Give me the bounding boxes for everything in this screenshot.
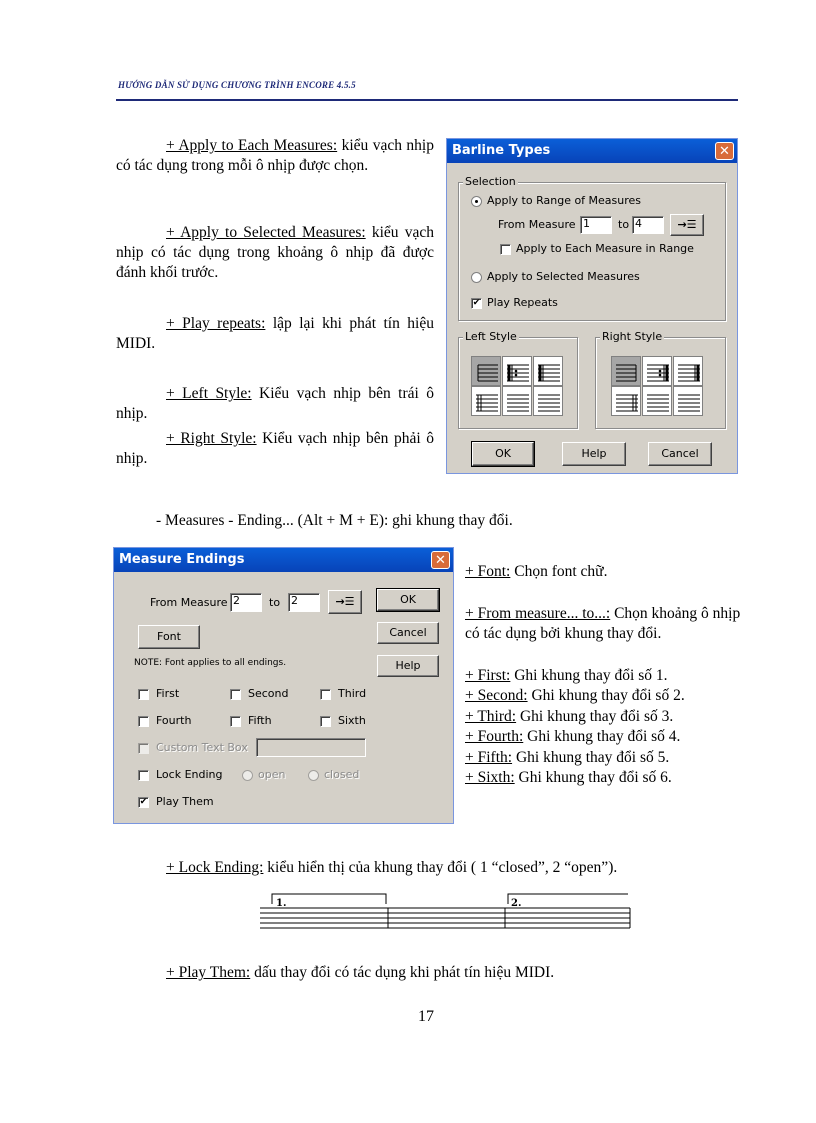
text-play-repeats: lập lại khi phát tín hiệu MIDI. [116,315,434,352]
text-font: Chọn font chữ. [510,563,608,580]
endings-cancel-button[interactable]: Cancel [377,622,439,644]
text-from: Chọn khoảng ô nhịp có tác dụng bởi khung thay đổi. [465,604,741,642]
fifth-label: Fifth [248,714,272,727]
lock-ending-line [166,858,726,878]
closed-radio[interactable] [308,770,319,781]
left-style-repeat[interactable] [502,356,532,386]
apply-range-radio[interactable] [471,196,482,207]
note-second [465,686,745,707]
play-them-line [166,963,726,983]
para-play-repeats [116,314,434,354]
fourth-checkbox[interactable] [138,716,149,727]
lock-ending-checkbox[interactable] [138,770,149,781]
second-label: Second [248,687,289,700]
endings-font-button[interactable]: Font [138,625,200,649]
from-measure-label: From Measure [498,218,576,231]
left-style-thick[interactable] [533,356,563,386]
term-fourth: + Fourth: [465,728,524,745]
ending-bracket-2 [508,894,628,904]
text-second: Ghi khung thay đổi số 2. [527,687,685,704]
barline-types-dialog [446,138,738,474]
ending-1-label: 1. [276,898,287,909]
left-style-double[interactable] [471,386,501,416]
note-fifth [465,748,745,769]
endings-to-input[interactable]: 2 [288,593,320,612]
endings-to-label: to [269,596,281,609]
running-header: HƯỚNG DẪN SỬ DỤNG CHƯƠNG TRÌNH ENCORE 4.5.5 [118,80,356,90]
term-fifth: + Fifth: [465,748,513,766]
ending-bracket-1 [272,894,386,904]
third-checkbox[interactable] [320,689,331,700]
text-apply-selected: kiểu vạch nhịp có tác dụng trong khoảng ô nhịp đã được đánh khối trước. [116,224,434,281]
left-style-label: Left Style [465,330,517,343]
right-style-none[interactable] [642,386,672,416]
note-first [465,666,745,687]
note-sixth [465,768,745,789]
note-third [465,707,745,728]
header-rule [116,99,738,101]
custom-text-input[interactable] [256,738,366,757]
text-third: Ghi khung thay đổi số 3. [516,707,674,725]
text-left-style: Kiểu vạch nhịp bên trái ô nhịp. [116,385,434,422]
third-label: Third [338,687,367,700]
text-fifth: Ghi khung thay đổi số 5. [512,748,670,766]
apply-selected-radio[interactable] [471,272,482,283]
first-checkbox[interactable] [138,689,149,700]
para-left-style [116,384,434,424]
para-right-style [116,429,434,469]
term-lock-ending: + Lock Ending: [166,859,264,876]
note-font [465,562,745,583]
measures-ending-line: - Measures - Ending... (Alt + M + E): ghi khung thay đổi. [156,512,513,529]
first-label: First [156,687,180,700]
endings-note: NOTE: Font applies to all endings. [134,658,287,668]
lock-ending-label: Lock Ending [156,768,223,781]
from-measure-input[interactable]: 1 [580,216,612,234]
term-left-style: + Left Style: [166,385,252,402]
barline-titlebar [447,139,737,163]
left-style-group [458,330,578,429]
endings-from-label: From Measure [150,596,228,609]
selection-label: Selection [465,175,516,188]
right-style-group [595,330,726,429]
fifth-checkbox[interactable] [230,716,241,727]
endings-notes [465,562,745,789]
text-right-style: Kiểu vạch nhịp bên phải ô nhịp. [116,430,434,467]
left-style-none[interactable] [502,386,532,416]
play-repeats-label: Play Repeats [487,296,558,309]
right-style-label: Right Style [602,330,663,343]
play-them-checkbox[interactable]: ✔ [139,797,148,807]
right-style-double[interactable] [611,386,641,416]
term-right-style: + Right Style: [166,430,257,447]
apply-selected-label: Apply to Selected Measures [487,270,640,283]
right-style-end[interactable] [673,386,703,416]
text-fourth: Ghi khung thay đổi số 4. [523,728,681,745]
ending-2-label: 2. [511,898,522,909]
endings-from-input[interactable]: 2 [230,593,262,612]
to-label: to [618,218,630,231]
measure-endings-dialog [113,547,454,824]
term-first: + First: [465,666,511,684]
selection-group [458,175,726,321]
open-label: open [258,768,286,781]
text-sixth: Ghi khung thay đổi số 6. [514,769,672,786]
ending-staff-illustration [258,884,634,946]
left-style-normal[interactable] [471,356,501,386]
para-apply-each [116,136,434,176]
term-play-repeats: + Play repeats: [166,315,266,332]
sixth-checkbox[interactable] [320,716,331,727]
go-to-measure-icon[interactable]: →☰ [670,214,704,236]
term-second: + Second: [465,687,528,704]
text-lock-ending: kiểu hiển thị của khung thay đổi ( 1 “closed”, 2 “open”). [263,859,618,876]
page-number: 17 [418,1008,434,1025]
play-repeats-checkbox[interactable]: ✔ [472,298,481,308]
apply-range-label: Apply to Range of Measures [487,194,642,207]
fourth-label: Fourth [156,714,192,727]
term-apply-each: + Apply to Each Measures: [166,137,338,154]
closed-label: closed [324,768,360,781]
term-third: + Third: [465,707,517,725]
endings-help-button[interactable]: Help [377,655,439,677]
custom-text-checkbox[interactable] [138,743,149,754]
play-them-label: Play Them [156,795,214,808]
barline-ok-button[interactable]: OK [472,442,534,466]
right-style-normal[interactable] [611,356,641,386]
custom-text-label: Custom Text Box [156,741,248,754]
to-measure-input[interactable]: 4 [632,216,664,234]
barline-cancel-button[interactable]: Cancel [648,442,712,466]
para-apply-selected [116,223,434,283]
second-checkbox[interactable] [230,689,241,700]
term-apply-selected: + Apply to Selected Measures: [166,224,366,241]
close-icon[interactable]: ✕ [715,142,734,160]
endings-go-icon[interactable]: →☰ [328,590,362,614]
text-first: Ghi khung thay đổi số 1. [510,666,668,684]
term-from: + From measure... to...: [465,604,611,622]
apply-each-label: Apply to Each Measure in Range [516,242,694,255]
open-radio[interactable] [242,770,253,781]
endings-titlebar [114,548,453,572]
right-style-repeat[interactable] [642,356,672,386]
endings-ok-button[interactable]: OK [377,589,439,611]
text-play-them: dấu thay đổi có tác dụng khi phát tín hiệu MIDI. [250,964,555,981]
term-font: + Font: [465,563,511,580]
barline-help-button[interactable]: Help [562,442,626,466]
apply-each-checkbox[interactable] [500,244,511,255]
term-play-them: + Play Them: [166,964,251,981]
term-sixth: + Sixth: [465,769,515,786]
right-style-thick[interactable] [673,356,703,386]
barline-title: Barline Types [452,143,551,158]
left-style-dashed[interactable] [533,386,563,416]
endings-title: Measure Endings [119,552,245,567]
text-apply-each: kiểu vạch nhịp có tác dụng trong mỗi ô nhịp được chọn. [116,137,434,174]
note-from [465,604,745,645]
close-icon[interactable]: ✕ [431,551,450,569]
note-fourth [465,727,745,748]
sixth-label: Sixth [338,714,366,727]
